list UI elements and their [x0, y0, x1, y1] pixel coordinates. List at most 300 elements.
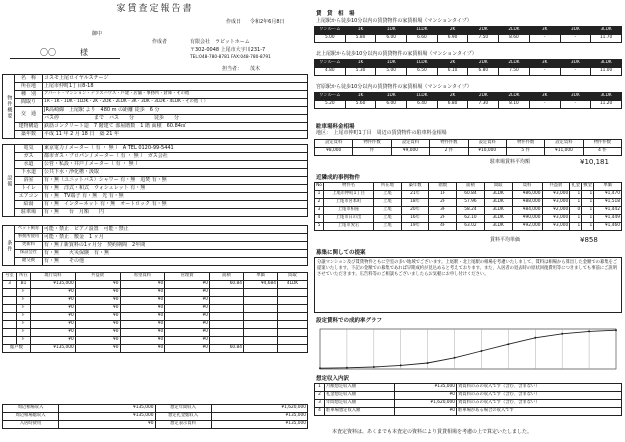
- income-value: ¥0: [395, 392, 457, 400]
- market-header-cell: 3LDK: [591, 27, 622, 35]
- table-row: [315, 392, 622, 400]
- parking-value-cell: ¥8,000: [315, 148, 353, 156]
- comps-cell: 2: [315, 199, 324, 207]
- comps-cell: 21年: [401, 191, 429, 199]
- units-cell: [3, 321, 17, 329]
- property-row-value: バス停 まで バス 分 徒歩 分: [43, 115, 308, 123]
- facility-row-label: 駐車場: [15, 209, 43, 217]
- income-note: 駐車場がある場合の収入です: [457, 408, 622, 416]
- condition-row-value: 有・無 その他: [43, 258, 308, 266]
- comps-cell: 2F: [429, 199, 457, 207]
- market-value-cell: 6.50: [407, 68, 438, 76]
- graph-section-label: 設定賃料での成約率グラフ: [316, 318, 383, 324]
- chart-point: [615, 329, 617, 331]
- units-cell: ¥4,684: [244, 281, 278, 289]
- parking-avg-value: ¥10,181: [580, 158, 609, 166]
- comps-cell: 4: [315, 215, 324, 223]
- market-header-cell: 1LDK: [407, 93, 438, 101]
- market-value-cell: -: [529, 68, 560, 76]
- comps-cell: 上尾市日の出: [324, 215, 374, 223]
- income-value: ¥0: [395, 408, 457, 416]
- comps-cell: ¥3,000: [542, 223, 570, 231]
- units-cell: ¥0: [120, 289, 165, 297]
- comps-cell: ¥84,000: [512, 207, 542, 215]
- units-cell: [210, 321, 244, 329]
- units-header-cell: 単価: [244, 273, 278, 281]
- units-cell: ¥0: [120, 297, 165, 305]
- comps-cell: ¥3,000: [542, 191, 570, 199]
- market-caption: 北上尾駅から徒歩10分以内の賃貸物件の家賃相場（マンションタイプ）: [316, 51, 477, 57]
- condition-row-value: 可能・禁止 ピアノ設置 可能・禁止: [43, 226, 308, 234]
- market-header-cell: 1K: [345, 93, 376, 101]
- table-row: [3, 297, 308, 305]
- parking-avg-label: 駐車場賃料平均額: [490, 159, 531, 165]
- units-cell: ¥0: [120, 313, 165, 321]
- facility-row-label: 水道: [15, 161, 43, 169]
- condition-row-value: 有・無 / 新賃料の1ヶ月分 契約期間 2年間: [43, 242, 308, 250]
- comps-cell: 上尾: [374, 199, 402, 207]
- units-cell: ¥0: [31, 305, 76, 313]
- comps-table: [314, 182, 622, 231]
- condition-row-label: ペット飼育: [15, 226, 43, 234]
- units-cell: [210, 305, 244, 313]
- units-cell: 60.84: [210, 281, 244, 289]
- market-header-cell: 3K: [529, 93, 560, 101]
- table-row: [315, 400, 622, 408]
- units-header-cell: 所在: [17, 273, 31, 281]
- summary-cell: 想定礼金総収入: [155, 413, 211, 421]
- units-cell: [244, 305, 278, 313]
- table-row: [315, 384, 622, 392]
- table-row: [3, 421, 308, 429]
- chart-point: [346, 367, 348, 369]
- units-body: [3, 281, 308, 345]
- units-cell: ¥0: [120, 305, 165, 313]
- property-row-label: 間取り: [15, 99, 43, 107]
- market-table: [314, 92, 622, 109]
- summary-cell: 周辺相場総収入: [3, 413, 59, 421]
- facility-row-value: 有・無 洋式・和式 ウォシュレット 有・無: [43, 185, 308, 193]
- comps-header-cell: 共益費: [542, 183, 570, 191]
- units-cell: ¥0: [31, 289, 76, 297]
- units-header-cell: 管理費: [165, 273, 210, 281]
- units-cell: [244, 321, 278, 329]
- comps-cell: 1: [582, 199, 594, 207]
- units-cell: [278, 297, 308, 305]
- facility-row-value: 有・無 TV端子 有・無 光 有・無: [43, 193, 308, 201]
- market-header-row: [315, 93, 622, 101]
- market-header-cell: 2LDK: [499, 93, 530, 101]
- units-cell: ¥0: [31, 313, 76, 321]
- income-no: 1: [315, 384, 325, 392]
- units-cell: F: [17, 289, 31, 297]
- units-cell: [210, 337, 244, 345]
- property-row-value: コスモ上尾ロイヤルステージ: [43, 75, 308, 83]
- market-header-cell: 2DK: [468, 60, 499, 68]
- units-cell: ¥0: [31, 321, 76, 329]
- income-label: 礼金想定収入額: [325, 392, 395, 400]
- comps-header-cell: 礼金: [570, 183, 582, 191]
- comps-cell: 1: [570, 223, 582, 231]
- condition-row-label: 鍵交換: [15, 258, 43, 266]
- market-value-cell: 11.70: [591, 35, 622, 43]
- comps-header-cell: 敷金: [582, 183, 594, 191]
- units-cell: [244, 329, 278, 337]
- property-row-value: 上尾市仲町1丁目8-18: [43, 83, 308, 91]
- property-table: [2, 74, 308, 139]
- market-value-cell: 6.00: [376, 101, 407, 109]
- units-total-cell: ¥0: [75, 345, 120, 353]
- market-header-cell: 1K: [345, 60, 376, 68]
- comps-cell: 1: [570, 199, 582, 207]
- facility-row-value: 公営・私設・井戸 / メーター（ 有 ・ 無 ）: [43, 161, 308, 169]
- comps-cell: 57.96: [457, 199, 485, 207]
- units-cell: ¥0: [75, 281, 120, 289]
- parking-header-cell: 物件件数: [583, 140, 621, 148]
- chart-point: [400, 364, 402, 366]
- parking-header-cell: 物件件数: [353, 140, 391, 148]
- comps-cell: 5: [315, 223, 324, 231]
- comps-cell: 58.24: [457, 207, 485, 215]
- market-values-row: [315, 101, 622, 109]
- company-address: 〒302-0048 上尾市大字川231-7: [190, 47, 266, 53]
- staff-name: 茂木: [250, 66, 261, 72]
- report-title: 家賃査定報告書: [116, 4, 194, 14]
- comps-cell: 62.10: [457, 215, 485, 223]
- market-value-cell: 5.20: [315, 101, 346, 109]
- comps-cell: 3LDK: [484, 191, 512, 199]
- property-section-label: 物件概要: [3, 75, 15, 139]
- summary-cell: ¥135,000: [211, 421, 308, 429]
- units-cell: [3, 329, 17, 337]
- income-note: 貸賃料のみの収入です（含む、含まない）: [457, 400, 622, 408]
- parking-value-cell: 5 件: [506, 148, 544, 156]
- market-value-cell: 6.80: [437, 101, 468, 109]
- conditions-table: [2, 225, 308, 266]
- market-header-cell: 2LDK: [499, 60, 530, 68]
- table-row: [3, 289, 308, 297]
- market-header-cell: 2K: [437, 60, 468, 68]
- units-header-row: [3, 273, 308, 281]
- comps-cell: 19年: [401, 223, 429, 231]
- units-header-cell: 共益費: [75, 273, 120, 281]
- units-cell: [278, 313, 308, 321]
- comps-cell: 上尾: [374, 191, 402, 199]
- table-row: [3, 413, 308, 421]
- parking-value-cell: ¥10,000: [468, 148, 506, 156]
- comps-cell: 1: [582, 207, 594, 215]
- parking-value-cell: ¥9,000: [391, 148, 429, 156]
- income-no: 2: [315, 392, 325, 400]
- units-cell: [3, 297, 17, 305]
- comps-cell: 上尾: [374, 207, 402, 215]
- comps-cell: 0: [570, 207, 582, 215]
- parking-header-cell: 設定賃料: [391, 140, 429, 148]
- comps-cell: ¥3,000: [542, 215, 570, 223]
- units-cell: [278, 329, 308, 337]
- units-cell: [3, 289, 17, 297]
- market-value-cell: 7.30: [468, 101, 499, 109]
- table-row: [315, 207, 622, 215]
- facility-row-value: 東京電力 / メーター（ 有 ・ 無 ） A TEL 0120-99-5441: [43, 145, 308, 153]
- comps-cell: ¥2,000: [542, 207, 570, 215]
- units-cell: ¥0: [120, 281, 165, 289]
- units-cell: ¥0: [165, 313, 210, 321]
- units-cell: ¥0: [75, 329, 120, 337]
- facility-row-label: 浴室: [15, 177, 43, 185]
- market-header-cell: 1LDK: [407, 60, 438, 68]
- units-cell: F: [17, 321, 31, 329]
- market-value-cell: 5.00: [376, 68, 407, 76]
- comps-cell: 2F: [429, 215, 457, 223]
- comps-cell: 20年: [401, 207, 429, 215]
- units-cell: ¥0: [165, 281, 210, 289]
- condition-row-value: 有・無 火災保険 有・無: [43, 250, 308, 258]
- market-header-cell: 3DK: [560, 27, 591, 35]
- market-value-cell: 5.80: [345, 35, 376, 43]
- facility-row-value: 有・無（ユニットバス）シャワー 有・無 追焚 有・無: [43, 177, 308, 185]
- facilities-section-label: 設備: [3, 145, 15, 217]
- units-cell: ¥0: [165, 329, 210, 337]
- chart-series-line: [320, 330, 616, 368]
- market-header-cell: 3K: [529, 27, 560, 35]
- opinion-section-label: 募集に関しての提案: [316, 250, 366, 256]
- comps-cell: 3: [315, 207, 324, 215]
- left-column: [0, 0, 310, 442]
- comps-avg-label: 賃料平均単価: [490, 237, 521, 243]
- income-no: 4: [315, 408, 325, 416]
- condition-row-label: 更新料: [15, 242, 43, 250]
- comps-cell: ¥92,000: [512, 223, 542, 231]
- units-cell: [278, 337, 308, 345]
- property-row-value: 1R・1K・1DK・1LDK・2K・2DK・2LDK・3K・3DK・3LDK・4LDK・その他（ ）: [43, 99, 308, 107]
- table-row: [315, 199, 622, 207]
- property-row-value: JR高崎線 上尾駅 より 480 m の距離 徒歩 6 分: [43, 107, 308, 115]
- market-value-cell: 8.60: [499, 35, 530, 43]
- comps-cell: ¥86,000: [512, 191, 542, 199]
- table-row: [315, 215, 622, 223]
- comps-header-cell: 間取: [484, 183, 512, 191]
- units-cell: ¥0: [75, 313, 120, 321]
- market-header-cell: 3DK: [560, 93, 591, 101]
- condition-row-label: 事務所使用: [15, 234, 43, 242]
- comps-cell: 1: [582, 223, 594, 231]
- facility-row-value: 有・無 台 月額 円: [43, 209, 308, 217]
- comps-header-row: [315, 183, 622, 191]
- market-header-cell: ワンルーム: [315, 60, 346, 68]
- market-value-cell: 7.50: [499, 68, 530, 76]
- opinion-text: 分譲マンション及び賃貸物件ともに空室の多い地域でございます。上尾駅・北上尾駅の相場を考慮いたしまして、賃料は相場から算出した金額での募集をご提案いたします。下記の金額での募集であれば早期成約が見込めると考えております。また、入居者の退去時の原状回復費用等につきましても事前にご説明させていただきます。広告料等のご相談もございましたらお気軽にお申し付けください。: [317, 260, 618, 277]
- market-header-row: [315, 60, 622, 68]
- comps-cell: ¥90,000: [512, 215, 542, 223]
- units-cell: [278, 321, 308, 329]
- parking-value-cell: 4 件: [583, 148, 621, 156]
- market-value-cell: 6.80: [468, 68, 499, 76]
- comps-cell: 3LDK: [484, 223, 512, 231]
- market-header-cell: 1DK: [376, 93, 407, 101]
- units-totals-label: 総戸数: [3, 345, 31, 353]
- company-tel: TEL:048-780-8781 FAX:048-780-8791: [190, 55, 271, 60]
- units-cell: [3, 337, 17, 345]
- market-value-cell: 11.20: [591, 101, 622, 109]
- income-section-label: 想定収入内訳: [316, 376, 350, 382]
- units-cell: ¥0: [165, 337, 210, 345]
- conditions-section-label: 条件: [3, 226, 15, 266]
- market-caption: 上尾駅から徒歩10分以内の賃貸物件の家賃相場（マンションタイプ）: [316, 18, 472, 24]
- parking-header-cell: 設定賃料: [315, 140, 353, 148]
- market-header-cell: ワンルーム: [315, 93, 346, 101]
- market-header-cell: 2LDK: [499, 27, 530, 35]
- units-cell: ¥0: [120, 329, 165, 337]
- comps-cell: 上尾: [374, 223, 402, 231]
- market-value-cell: 6.10: [437, 68, 468, 76]
- income-value: ¥1,620,000: [395, 400, 457, 408]
- parking-values-row: [315, 148, 622, 156]
- condition-row-label: 保証会社: [15, 250, 43, 258]
- units-cell: F: [17, 297, 31, 305]
- chart-point: [427, 362, 429, 364]
- comps-cell: 1: [582, 191, 594, 199]
- units-cell: ¥0: [75, 321, 120, 329]
- property-row-label: 築年数: [15, 131, 43, 139]
- date-label: 作成日: [226, 19, 242, 25]
- comps-cell: 上尾市宮本町: [324, 199, 374, 207]
- income-no: 3: [315, 400, 325, 408]
- market-header-cell: 1DK: [376, 27, 407, 35]
- comps-cell: ¥1,460: [594, 223, 622, 231]
- parking-table: [314, 139, 622, 156]
- units-header-cell: 現行賃料: [31, 273, 76, 281]
- market-header-cell: 2K: [437, 27, 468, 35]
- comps-cell: 3LDK: [484, 207, 512, 215]
- table-row: [3, 281, 308, 289]
- units-cell: [244, 289, 278, 297]
- units-cell: ¥0: [165, 297, 210, 305]
- market-section-label: 賃 貸 相 場: [316, 11, 355, 17]
- income-value: ¥135,000: [395, 384, 457, 392]
- summary-cell: 入居時費用: [3, 421, 59, 429]
- parking-header-cell: 物件件数: [430, 140, 468, 148]
- units-total-cell: ¥135,000: [31, 345, 76, 353]
- market-value-cell: 8.10: [499, 101, 530, 109]
- market-header-cell: 3LDK: [591, 93, 622, 101]
- facility-row-value: 都市ガス・プロパン / メーター（ 有 ・ 無 ） ガス会社: [43, 153, 308, 161]
- facility-row-label: トイレ: [15, 185, 43, 193]
- summary-table: [2, 404, 308, 429]
- units-totals-row: [3, 345, 308, 353]
- parking-header-cell: 物件件数: [506, 140, 544, 148]
- units-cell: ¥0: [120, 337, 165, 345]
- table-row: [3, 305, 308, 313]
- comps-header-cell: No: [315, 183, 324, 191]
- parking-header-row: [315, 140, 622, 148]
- facility-row-label: 下水道: [15, 169, 43, 177]
- chart-point: [588, 330, 590, 332]
- right-column: [312, 0, 625, 442]
- comps-cell: 16年: [401, 215, 429, 223]
- chart-point: [534, 337, 536, 339]
- property-row-label: 名 称: [15, 75, 43, 83]
- summary-cell: ¥135,000: [211, 413, 308, 421]
- chart-point: [454, 357, 456, 359]
- creator-label: 作成者: [152, 39, 168, 45]
- market-value-cell: 6.60: [407, 35, 438, 43]
- market-value-cell: 5.00: [315, 35, 346, 43]
- summary-cell: 想定年間収入: [155, 405, 211, 413]
- parking-value-cell: 2 件: [430, 148, 468, 156]
- comps-header-cell: 所在地: [374, 183, 402, 191]
- comps-header-cell: 物件名: [324, 183, 374, 191]
- client-underline: [10, 58, 120, 59]
- condition-row-value: 可能・禁止 敷金 1 ヶ月: [43, 234, 308, 242]
- market-value-cell: 7.50: [468, 35, 499, 43]
- client-name: 〇〇 様: [40, 48, 88, 57]
- income-label: 月額想定収入額: [325, 384, 395, 392]
- market-caption: 宮原駅から徒歩10分以内の賃貸物件の家賃相場（マンションタイプ）: [316, 84, 472, 90]
- report-date: 令和2年6月8日: [250, 19, 285, 25]
- units-cell: [244, 337, 278, 345]
- units-cell: ¥0: [75, 337, 120, 345]
- comps-cell: 63.02: [457, 223, 485, 231]
- table-row: [315, 408, 622, 416]
- market-header-cell: 1K: [345, 27, 376, 35]
- property-row-value: 平成 11 年 2 月 18 日 築 21 年: [43, 131, 308, 139]
- market-value-cell: 4.80: [315, 68, 346, 76]
- comps-header-cell: 階数: [429, 183, 457, 191]
- comps-section-label: 近隣成約事例物件: [316, 175, 361, 181]
- facilities-table: [2, 144, 308, 217]
- units-cell: 3: [3, 281, 17, 289]
- units-cell: ¥0: [31, 297, 76, 305]
- units-cell: ¥0: [165, 289, 210, 297]
- income-label: 駐車場想定収入額: [325, 408, 395, 416]
- units-cell: F: [17, 305, 31, 313]
- market-value-cell: -: [560, 68, 591, 76]
- units-cell: F: [17, 337, 31, 345]
- units-cell: ¥0: [75, 297, 120, 305]
- table-row: [3, 405, 308, 413]
- summary-cell: 想定表示賃料: [155, 421, 211, 429]
- income-footer: 本査定資料は、あくまでも本査定の資料により賃貸相場を考慮の上で算定いたしました。: [332, 429, 533, 435]
- units-cell: [210, 329, 244, 337]
- units-cell: ¥0: [75, 289, 120, 297]
- to-label: 御中: [92, 31, 103, 37]
- units-header-cell: 希望賃料: [120, 273, 165, 281]
- table-row: [315, 223, 622, 231]
- comps-cell: ¥1,470: [594, 191, 622, 199]
- units-cell: F: [17, 329, 31, 337]
- property-row-label: 所在地: [15, 83, 43, 91]
- parking-value-cell: ¥11,000: [545, 148, 583, 156]
- market-value-cell: -: [560, 101, 591, 109]
- market-value-cell: -: [529, 101, 560, 109]
- summary-cell: ¥135,000: [59, 405, 156, 413]
- units-header-cell: 面積: [210, 273, 244, 281]
- market-header-cell: 2DK: [468, 27, 499, 35]
- market-values-row: [315, 35, 622, 43]
- comps-header-cell: 面積: [457, 183, 485, 191]
- units-cell: [3, 305, 17, 313]
- market-value-cell: -: [529, 35, 560, 43]
- comps-cell: 4F: [429, 223, 457, 231]
- market-table: [314, 59, 622, 76]
- comps-cell: 上尾市仲町1丁目: [324, 191, 374, 199]
- parking-header-cell: 設定賃料: [468, 140, 506, 148]
- market-header-cell: 3DK: [560, 60, 591, 68]
- comps-header-cell: 賃料: [512, 183, 542, 191]
- comps-avg-value: ¥858: [580, 236, 598, 244]
- market-header-cell: 2DK: [468, 93, 499, 101]
